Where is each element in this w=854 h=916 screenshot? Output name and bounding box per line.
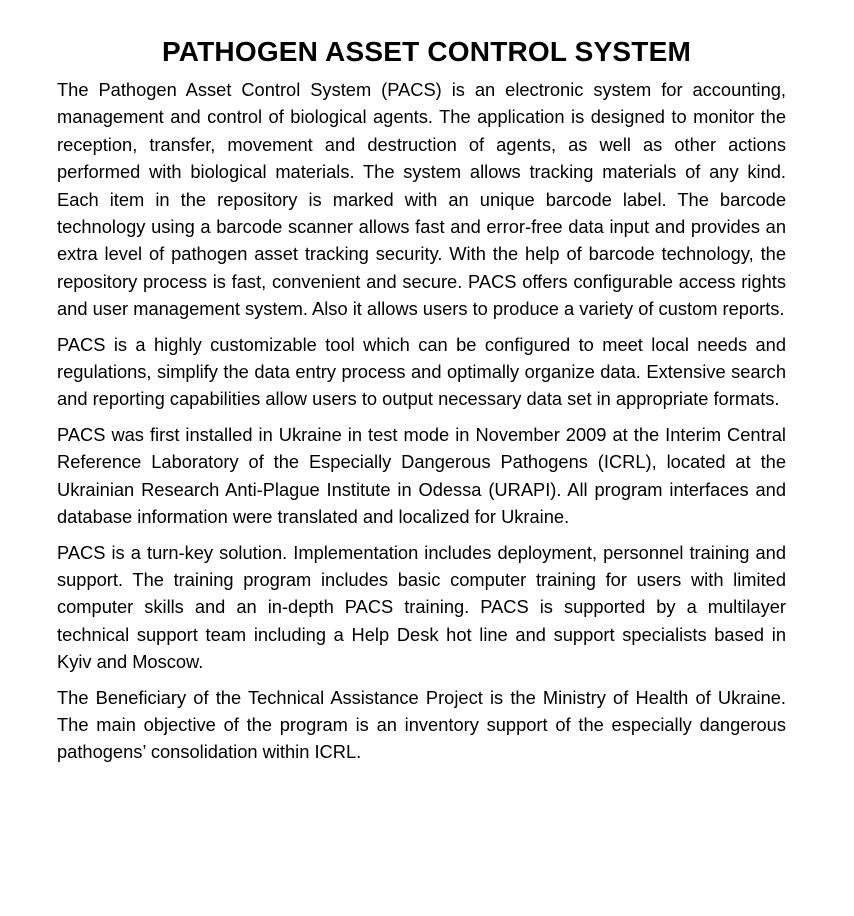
paragraph-beneficiary: The Beneficiary of the Technical Assistance Project is the Ministry of Health of Ukraine. The main objective of the program is an inventory support of the especially dangerous pathogens’ consolidation within ICRL. (57, 686, 786, 763)
paragraph-overview: The Pathogen Asset Control System (PACS) is an electronic system for accounting, management and control of biological agents. The application is designed to monitor the reception, transfer, movement and destruction of agents, as well as other actions performed with biological materials. The system allows tracking materials of any kind. Each item in the repository is marked with an unique barcode label. The barcode technology using a barcode scanner allows fast and error-free data input and provides an extra level of pathogen asset tracking security. With the help of barcode technology, the repository process is fast, convenient and secure. PACS offers configurable access rights and user management system. Also it allows users to produce a variety of custom reports. (57, 79, 786, 320)
document-title: PATHOGEN ASSET CONTROL SYSTEM (161, 36, 692, 67)
paragraph-customization: PACS is a highly customizable tool which can be configured to meet local needs and regulations, simplify the data entry process and optimally organize data. Extensive search and reporting capabilities allow users to output necessary data set in appropriate formats. (57, 333, 786, 410)
paragraph-turnkey: PACS is a turn-key solution. Implementation includes deployment, personnel training and support. The training program includes basic computer training for users with limited computer skills and an in-depth PACS training. PACS is supported by a multilayer technical support team including a Help Desk hot line and support specialists based in Kyiv and Moscow. (57, 541, 786, 673)
paragraph-installation: PACS was first installed in Ukraine in test mode in November 2009 at the Interim Central Reference Laboratory of the Especially Dangerous Pathogens (ICRL), located at the Ukrainian Research Anti-Plague Institute in Odessa (URAPI). All program interfaces and database information were translated and localized for Ukraine. (57, 423, 786, 528)
